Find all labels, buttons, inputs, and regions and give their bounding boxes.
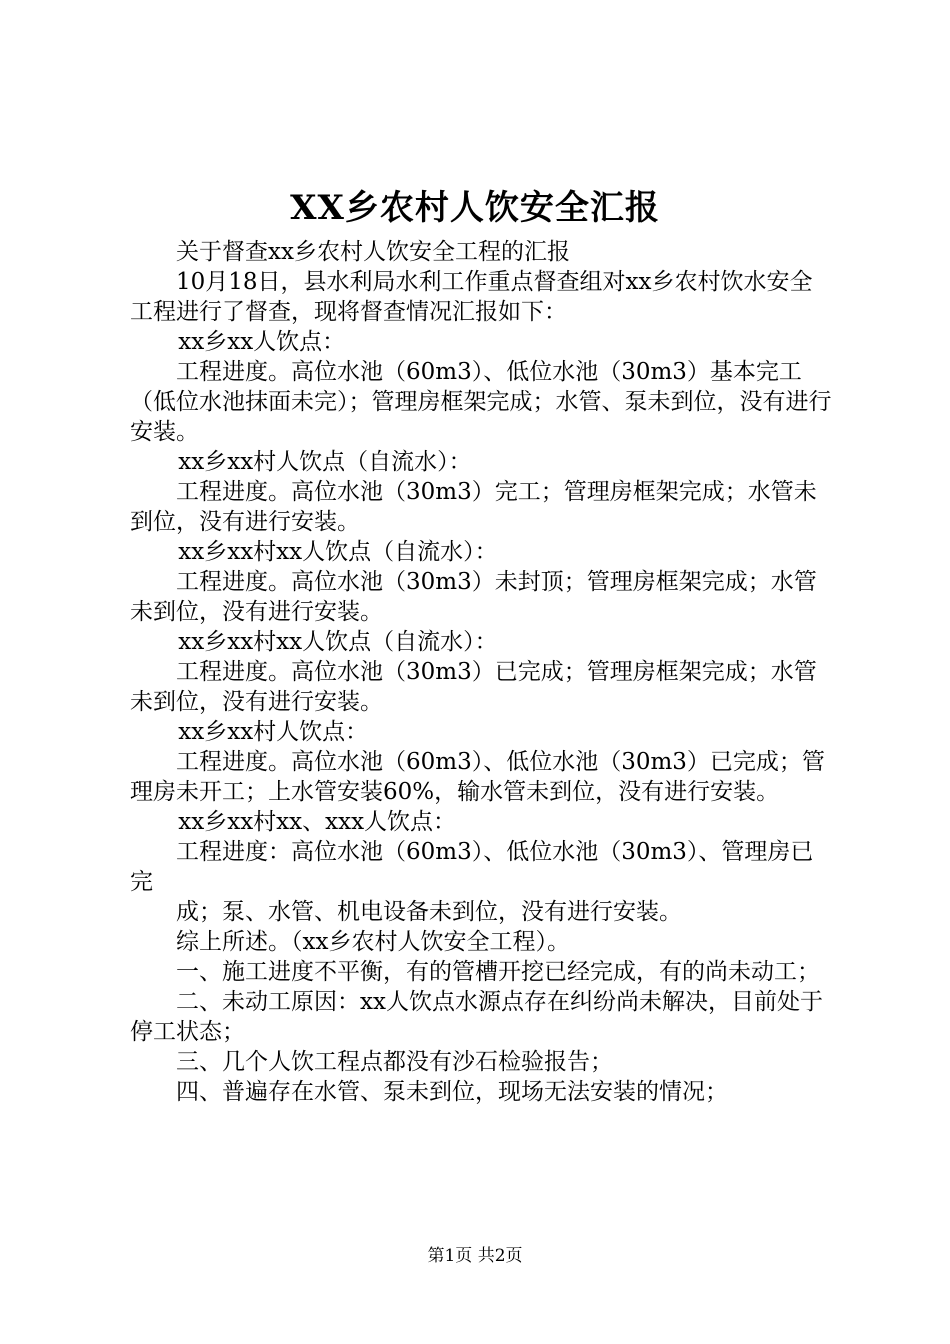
paragraph-summary: 综上所述。（xx乡农村人饮安全工程）。 xyxy=(176,929,570,955)
paragraph-site-heading: xx乡xx人饮点： xyxy=(178,329,346,355)
paragraph-site-heading: xx乡xx村xx人饮点（自流水）： xyxy=(178,629,498,655)
paragraph-issue-2: 二、未动工原因：xx人饮点水源点存在纠纷尚未解决，目前处于停工状态； xyxy=(130,989,823,1045)
paragraph-subtitle: 关于督查xx乡农村人饮安全工程的汇报 xyxy=(176,239,570,265)
paragraph-progress: 工程进度。高位水池（60m3）、低位水池（30m3）基本完工（低位水池抹面未完）；管理房框架完成；水管、泵未到位，没有进行安装。 xyxy=(130,359,832,445)
page-footer: 第1页 共2页 xyxy=(427,1246,523,1266)
paragraph-site-heading: xx乡xx村xx人饮点（自流水）： xyxy=(178,539,498,565)
paragraph-progress: 工程进度。高位水池（30m3）已完成；管理房框架完成；水管未到位，没有进行安装。 xyxy=(130,659,817,715)
paragraph-progress: 工程进度。高位水池（30m3）完工；管理房框架完成；水管未到位，没有进行安装。 xyxy=(130,479,817,535)
paragraph-progress: 工程进度。高位水池（30m3）未封顶；管理房框架完成；水管未到位，没有进行安装。 xyxy=(130,569,817,625)
paragraph-intro: 10月18日，县水利局水利工作重点督查组对xx乡农村饮水安全工程进行了督查，现将督查情况汇报如下： xyxy=(130,269,813,325)
paragraph-issue-4: 四、普遍存在水管、泵未到位，现场无法安装的情况； xyxy=(176,1079,728,1105)
document-title: XX乡农村人饮安全汇报 xyxy=(290,188,660,228)
paragraph-issue-1: 一、施工进度不平衡，有的管槽开挖已经完成，有的尚未动工； xyxy=(176,959,820,985)
paragraph-issue-3: 三、几个人饮工程点都没有沙石检验报告； xyxy=(176,1049,613,1075)
paragraph-progress: 工程进度：高位水池（60m3）、低位水池（30m3）、管理房已完 xyxy=(130,839,814,895)
document-body xyxy=(130,237,835,1107)
paragraph-site-heading: xx乡xx村xx、xxx人饮点： xyxy=(178,809,457,835)
paragraph-progress: 工程进度。高位水池（60m3）、低位水池（30m3）已完成；管理房未开工；上水管安装60%，输水管未到位，没有进行安装。 xyxy=(130,749,825,805)
paragraph-progress-continued: 成；泵、水管、机电设备未到位，没有进行安装。 xyxy=(176,899,682,925)
paragraph-site-heading: xx乡xx村人饮点（自流水）： xyxy=(178,449,472,475)
paragraph-site-heading: xx乡xx村人饮点： xyxy=(178,719,369,745)
